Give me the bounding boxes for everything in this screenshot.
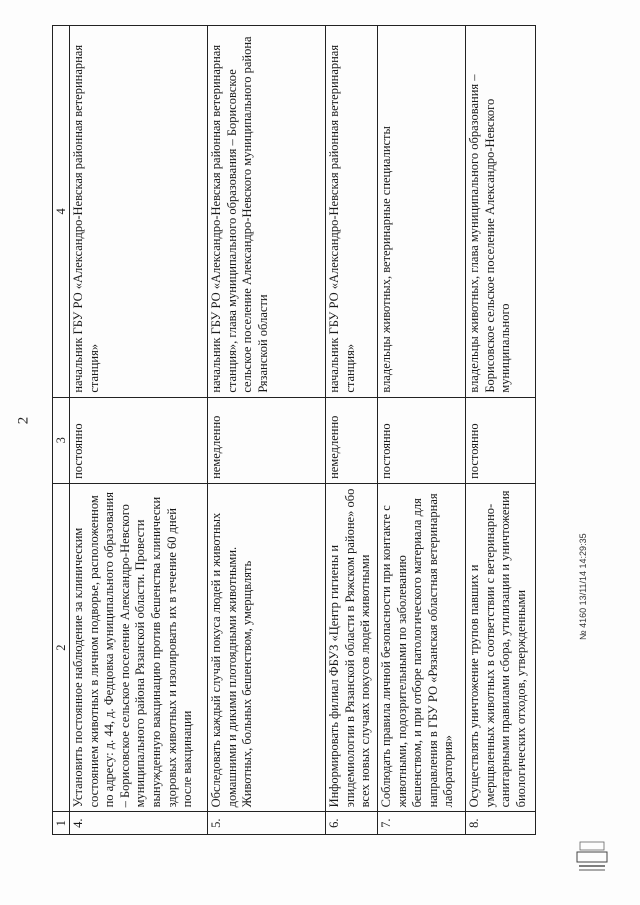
page-number: 2 (15, 416, 32, 425)
registration-stamp: № 4160 13/11/14 14:29:35 (578, 533, 588, 640)
table-row (326, 26, 378, 835)
header-col-3: 3 (53, 397, 70, 483)
table-row (208, 26, 326, 835)
plan-table (52, 25, 536, 835)
table-row (70, 26, 208, 835)
table-row (378, 26, 466, 835)
plan-table-wrapper (52, 25, 572, 835)
header-col-2: 2 (53, 483, 70, 812)
table-row (466, 26, 536, 835)
row-action: Установить постоянное наблюдение за клиническим состоянием животных в личном подворье, расположенном по адресу: д. 44, д. Федцовка муниципального образования – Борисовское сельское поселение Александро-Невского муниципального района Рязанской области. Провести вынужденную вакцинацию против бешенства клинически здоровых животных и изолировать их в течение 60 дней после вакцинации (70, 483, 208, 812)
row-responsible: начальник ГБУ РО «Александро-Невская районная ветеринарная станция», глава муниципального образования – Борисовское сельское поселение Александро-Невского муниципального района Рязанской области (208, 26, 326, 398)
row-number: 5. (208, 812, 326, 835)
seal-logo-icon (575, 838, 609, 876)
row-term: постоянно (466, 397, 536, 483)
row-action: Соблюдать правила личной безопасности при контакте с животными, подозрительными по заболеванию бешенством, и при отборе патологического материала для направления в ГБУ РО «Рязанская областная ветеринарная лаборатория» (378, 483, 466, 812)
row-number: 7. (378, 812, 466, 835)
row-responsible: владельцы животных, ветеринарные специалисты (378, 26, 466, 398)
row-responsible: начальник ГБУ РО «Александро-Невская районная ветеринарная станция» (326, 26, 378, 398)
row-action: Осуществлять уничтожение трупов павших и умерщвленных животных в соответствии с ветеринарно-санитарными правилами сбора, утилизации и уничтожения биологических отходов, утвержденными (466, 483, 536, 812)
row-number: 4. (70, 812, 208, 835)
row-number: 6. (326, 812, 378, 835)
header-col-1: 1 (53, 812, 70, 835)
table-header-row (53, 26, 70, 835)
row-term: постоянно (378, 397, 466, 483)
row-term: постоянно (70, 397, 208, 483)
row-action: Информировать филиал ФБУЗ «Центр гигиены и эпидемиологии в Рязанской области в Ряжском районе» обо всех новых случаях покусов людей животными (326, 483, 378, 812)
row-term: немедленно (208, 397, 326, 483)
row-number: 8. (466, 812, 536, 835)
row-action: Обследовать каждый случай покуса людей и животных домашними и дикими плотоядными животными. Животных, больных бешенством, умерщвлять (208, 483, 326, 812)
row-responsible: владельцы животных, глава муниципального образования – Борисовское сельское поселение Александро-Невского муниципального (466, 26, 536, 398)
row-term: немедленно (326, 397, 378, 483)
header-col-4: 4 (53, 26, 70, 398)
row-responsible: начальник ГБУ РО «Александро-Невская районная ветеринарная станция» (70, 26, 208, 398)
